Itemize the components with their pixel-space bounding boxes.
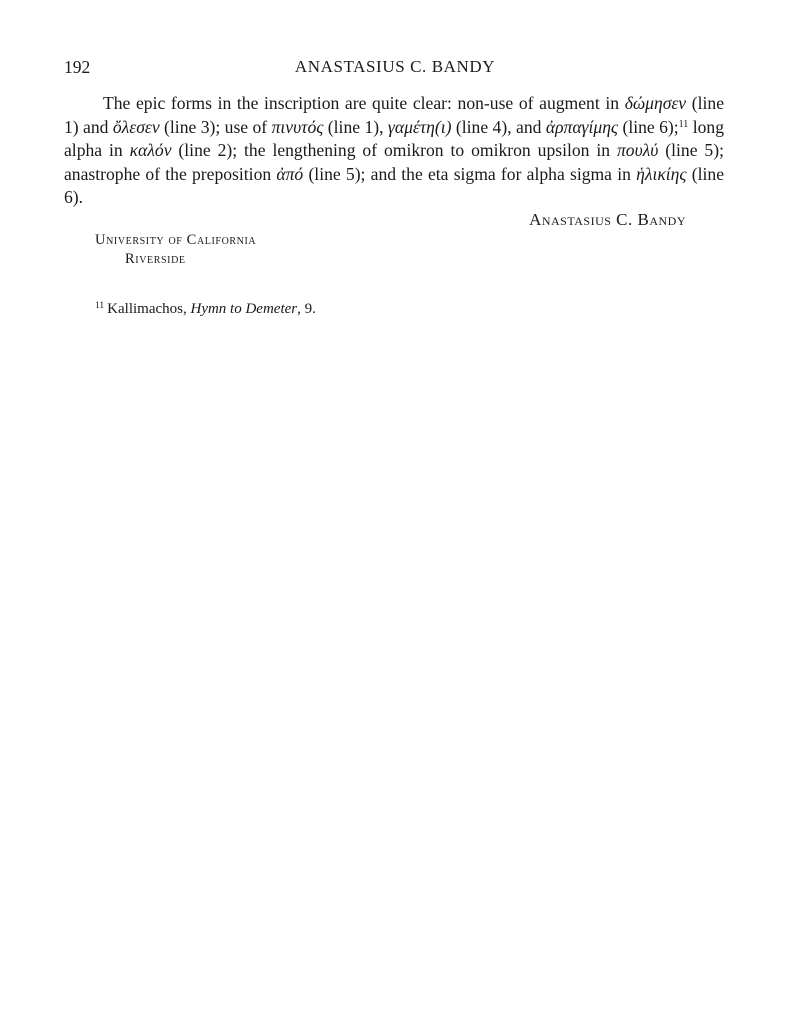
affiliation-line-1: University of California [95, 232, 257, 248]
body-paragraph [64, 92, 724, 210]
greek-word: πουλύ [616, 140, 659, 161]
paragraph-text: (line 2); the lengthening of omikron to omikron upsilon in [171, 140, 617, 161]
greek-word: ἡλικίης [636, 163, 687, 184]
running-head: ANASTASIUS C. BANDY [294, 57, 496, 76]
greek-word: ὄλεσεν [112, 116, 160, 137]
footnote [95, 299, 316, 319]
paragraph-text: (line 1) and [64, 93, 724, 137]
paragraph-text: (line 5); and the eta sigma for alpha sigma in [303, 163, 637, 184]
author-signature: Anastasius C. Bandy [529, 210, 686, 229]
paragraph-text: (line 6). [64, 163, 724, 208]
footnote-text: Kallimachos, [107, 301, 191, 317]
greek-word: καλόν [129, 140, 172, 161]
paragraph-text: (line 3); use of [159, 116, 272, 137]
greek-word: ἀρπαγίμης [545, 116, 619, 137]
paragraph-text: The epic forms in the inscription are quite clear: non-use of augment in [103, 93, 625, 113]
greek-word: γαμέτη(ι) [387, 116, 452, 137]
footnote-reference[interactable]: 11 [678, 118, 689, 130]
greek-word: πινυτός [271, 116, 324, 137]
paragraph-text: (line 6); [618, 116, 679, 137]
page-number: 192 [64, 57, 91, 77]
paragraph-text: long alpha in [64, 116, 724, 161]
paragraph-text: (line 4), and [451, 116, 546, 137]
footnote-number: 11 [95, 301, 105, 311]
greek-word: δώμησεν [624, 93, 687, 113]
affiliation [95, 231, 256, 269]
paragraph-text: (line 5); anastrophe of the preposition [64, 140, 724, 184]
footnote-text: , 9. [297, 301, 316, 317]
paragraph-text: (line 1), [323, 116, 388, 137]
affiliation-line-2: Riverside [125, 251, 186, 267]
greek-word: ἀπό [276, 163, 304, 184]
footnote-title: Hymn to Demeter [190, 301, 298, 317]
